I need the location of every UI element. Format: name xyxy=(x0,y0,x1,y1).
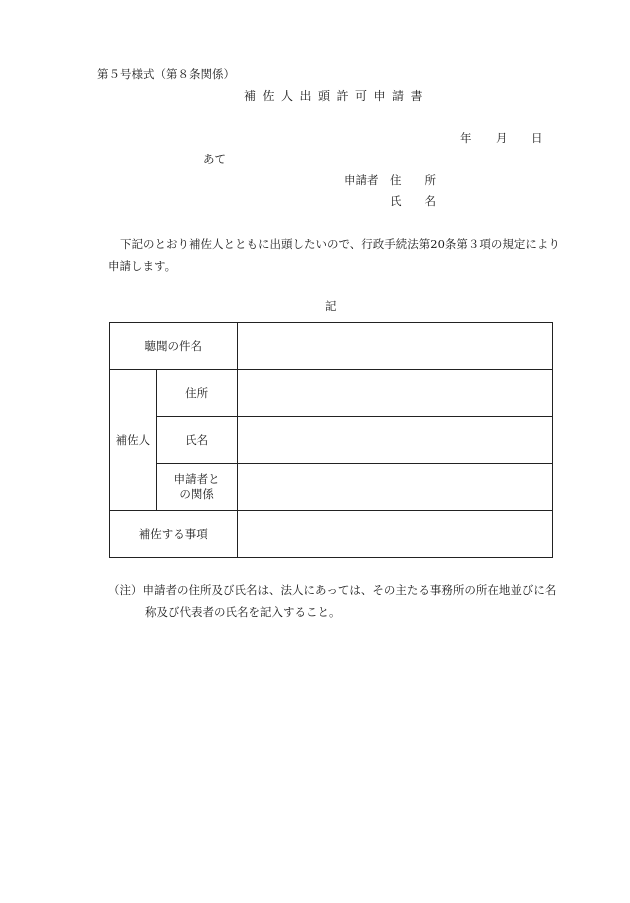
relation-label-line-2: の関係 xyxy=(179,487,214,501)
relation-label-line-1: 申請者と xyxy=(173,472,220,486)
date-month-label: 月 xyxy=(496,131,508,145)
assistant-name-label: 氏名 xyxy=(156,417,237,464)
note-line-1: （注）申請者の住所及び氏名は、法人にあっては、その主たる事務所の所在地並びに名 xyxy=(108,583,557,597)
table-row xyxy=(110,511,553,558)
body-text-line-2: 申請します。 xyxy=(108,259,177,273)
form-style-number: 第５号様式（第８条関係） xyxy=(97,67,235,81)
table-row xyxy=(110,464,553,511)
hearing-subject-label: 聴聞の件名 xyxy=(110,323,238,370)
table-row xyxy=(110,323,553,370)
note-line-2: 称及び代表者の氏名を記入すること。 xyxy=(145,605,341,619)
form-title: 補佐人出頭許可申請書 xyxy=(244,89,430,103)
assist-matters-label: 補佐する事項 xyxy=(110,511,238,558)
date-day-label: 日 xyxy=(531,131,543,145)
applicant-label: 申請者 xyxy=(344,173,379,187)
applicant-address-label: 住 所 xyxy=(390,173,436,187)
assistant-label: 補佐人 xyxy=(110,370,157,511)
relation-value xyxy=(237,464,553,511)
record-table xyxy=(109,322,553,558)
applicant-name-label: 氏 名 xyxy=(390,194,436,208)
addressee-label: あて xyxy=(203,152,226,166)
table-row xyxy=(110,370,553,417)
ki-heading: 記 xyxy=(325,299,337,313)
date-year-label: 年 xyxy=(460,131,472,145)
relation-label xyxy=(156,464,237,511)
assistant-address-value xyxy=(237,370,553,417)
assist-matters-value xyxy=(237,511,553,558)
assistant-address-label: 住所 xyxy=(156,370,237,417)
hearing-subject-value xyxy=(237,323,553,370)
assistant-name-value xyxy=(237,417,553,464)
body-text-line-1: 下記のとおり補佐人とともに出頭したいので、行政手続法第20条第３項の規定により xyxy=(120,237,560,251)
table-row xyxy=(110,417,553,464)
